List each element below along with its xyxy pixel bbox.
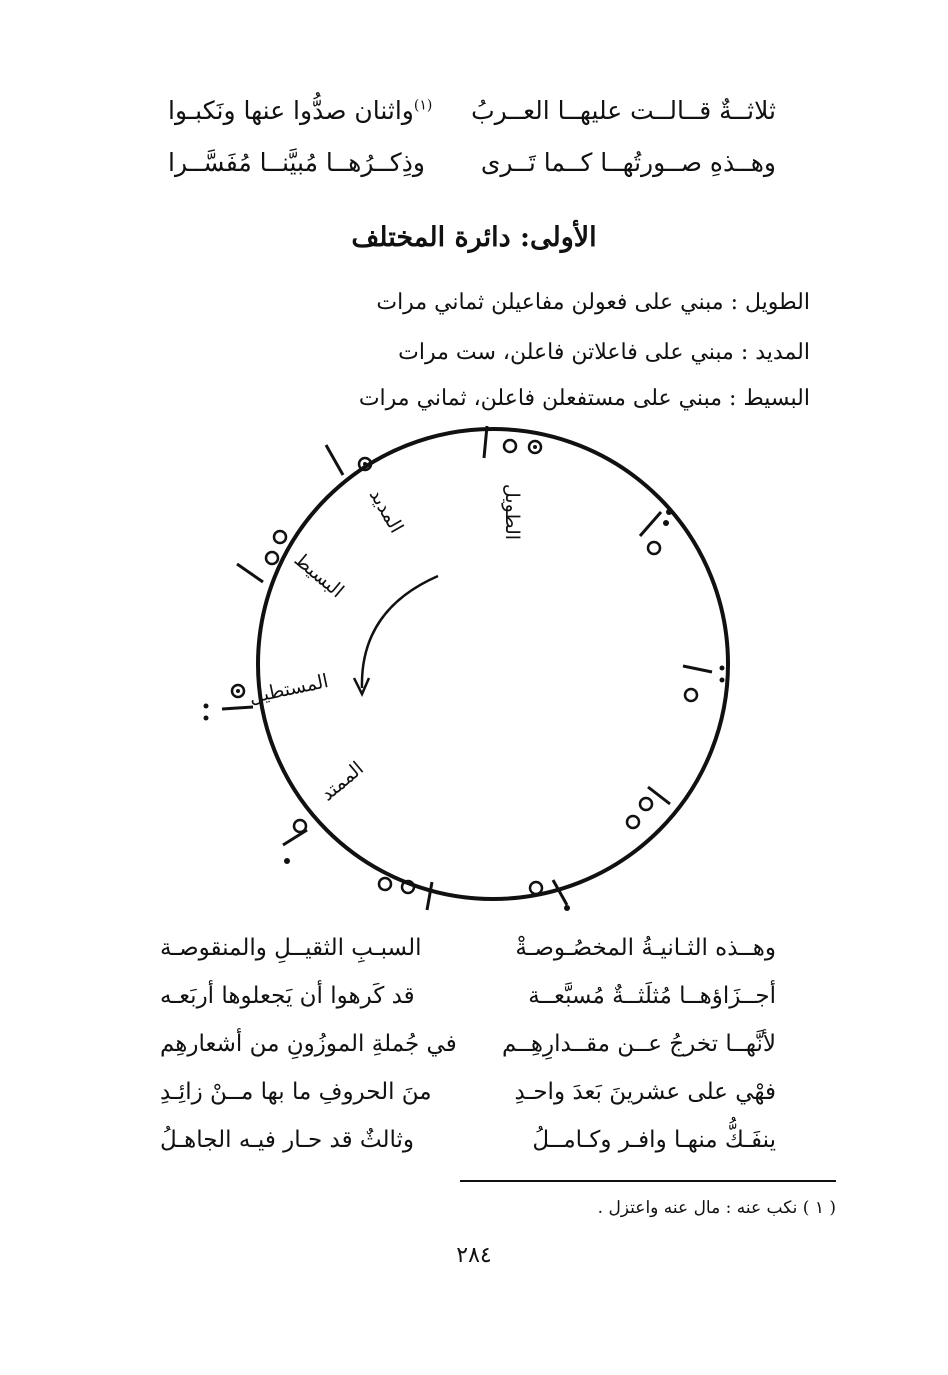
poem-line-2-left: قد كَرهوا أن يَجعلوها أربَعـه bbox=[160, 983, 415, 1009]
poem-line-4-left: منَ الحروفِ ما بها مــنْ زائِـدِ bbox=[160, 1079, 432, 1105]
tick-mark bbox=[326, 445, 343, 475]
dot bbox=[720, 666, 725, 671]
tick-mark bbox=[237, 564, 263, 582]
poem-line-5-left: وثالثٌ قد حـار فيـه الجاهـلُ bbox=[160, 1127, 415, 1153]
verse-2-right-hemistich: وهــذهِ صــورتُهــا كــما تَــرى bbox=[480, 148, 776, 177]
dot bbox=[204, 704, 209, 709]
direction-arrow bbox=[362, 576, 438, 688]
dot bbox=[564, 905, 570, 911]
poem-line-3-right: لأنَّهــا تخرجُ عــن مقــدارِهِــم bbox=[502, 1031, 776, 1057]
meter-basit: البسيط : مبني على مستفعلن فاعلن، ثماني مرات bbox=[358, 386, 810, 411]
footnote-separator bbox=[460, 1180, 836, 1182]
prosody-circle bbox=[648, 542, 660, 554]
verse-2-left-hemistich: وذِكــرُهــا مُبيَّنــا مُفَسَّــرا bbox=[168, 148, 425, 177]
meter-tawil: الطويل : مبني على فعولن مفاعيلن ثماني مرات bbox=[376, 290, 810, 315]
poem-line-3-left: في جُملةِ الموزُونِ من أشعارهِم bbox=[160, 1031, 457, 1057]
prosody-circle bbox=[640, 798, 652, 810]
verse-1-left-hemistich bbox=[168, 98, 432, 123]
dot bbox=[666, 509, 672, 515]
prosody-circle bbox=[379, 878, 391, 890]
poem-line-1-left: السبـبِ الثقيــلِ والمنقوصـة bbox=[160, 935, 422, 961]
meter-circle bbox=[258, 429, 728, 899]
prosody-circle bbox=[266, 552, 278, 564]
prosody-circle bbox=[504, 440, 516, 452]
dot bbox=[663, 520, 669, 526]
poem-line-1-right: وهــذه الثـانيـةُ المخصُـوصـةْ bbox=[515, 935, 776, 961]
prosody-circle-diagram bbox=[0, 420, 948, 920]
section-heading: الأولى: دائرة المختلف bbox=[351, 222, 597, 253]
dot bbox=[204, 716, 209, 721]
dot bbox=[720, 678, 725, 683]
verse-1-right-hemistich: ثلاثــةٌ قــالــت عليهــا العــربُ bbox=[471, 96, 776, 125]
tick-mark bbox=[640, 512, 661, 536]
prosody-circle bbox=[530, 882, 542, 894]
meter-madid: المديد : مبني على فاعلاتن فاعلن، ست مرات bbox=[398, 340, 810, 365]
circle-label-madid: المديد bbox=[364, 485, 408, 537]
footnote-marker: (١) bbox=[413, 97, 433, 114]
dot bbox=[284, 858, 290, 864]
prosody-circle bbox=[294, 820, 306, 832]
verse-1-left-text: واثنان صدُّوا عنها ونَكبـوا bbox=[168, 96, 414, 125]
tick-mark bbox=[683, 666, 712, 672]
poem-line-2-right: أجــزَاؤهــا مُثلَثــةٌ مُسبَّعــة bbox=[528, 983, 776, 1009]
prosody-circle bbox=[274, 531, 286, 543]
prosody-circle bbox=[685, 689, 697, 701]
circle-label-mustatil: المستطيل bbox=[247, 670, 331, 709]
footnote: ( ١ ) نكب عنه : مال عنه واعتزل . bbox=[597, 1198, 836, 1218]
circle-label-basit: البسيط bbox=[289, 548, 348, 603]
circle-label-mumtadd: الممتد bbox=[316, 757, 368, 806]
poem-line-4-right: فهْي على عشرينَ بَعدَ واحـدِ bbox=[514, 1079, 776, 1105]
prosody-circle bbox=[627, 816, 639, 828]
tick-mark bbox=[427, 882, 432, 910]
page-number: ٢٨٤ bbox=[456, 1243, 492, 1268]
circle-label-tawil: الطويل bbox=[501, 483, 523, 541]
poem-line-5-right: ينفَـكُّ منهـا وافـر وكـامــلُ bbox=[532, 1127, 776, 1153]
tick-mark bbox=[222, 707, 253, 709]
